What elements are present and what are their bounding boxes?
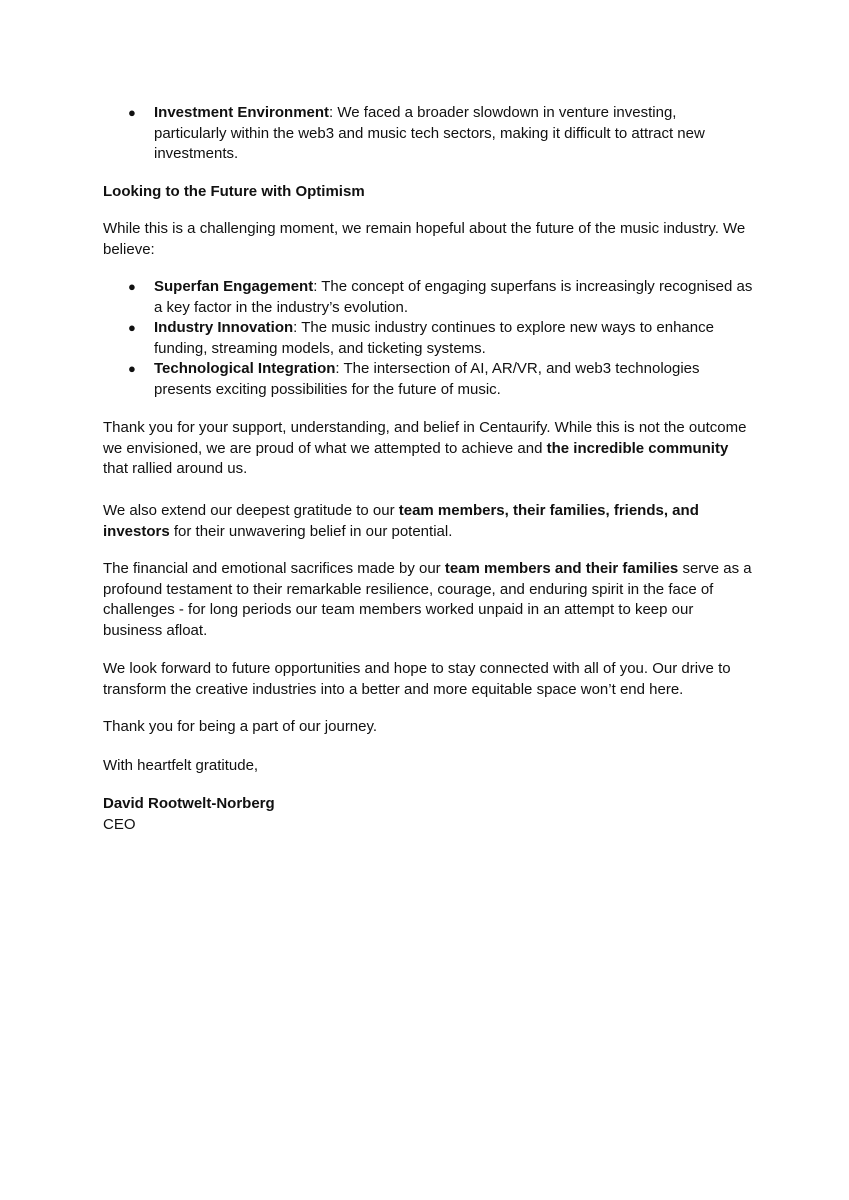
- list-item-term: Industry Innovation: [154, 319, 294, 337]
- list-item: [103, 277, 753, 318]
- gratitude-text-start: We also extend our deepest gratitude to our: [103, 502, 399, 519]
- journey-paragraph: Thank you for being a part of our journey.: [103, 718, 378, 735]
- thanks-text-start: Thank you for your support, understanding, and belief in Centaurify. While this is not the outcome we envisioned, we are proud of what we attempted to achieve and: [103, 419, 747, 457]
- bullet-icon: ●: [128, 105, 136, 120]
- bullet-icon: ●: [128, 320, 136, 336]
- gratitude-paragraph: [103, 501, 753, 542]
- bullet-icon: ●: [128, 361, 136, 377]
- future-list: [103, 277, 753, 401]
- sacrifice-paragraph: [103, 559, 753, 641]
- list-item-text: : The music industry continues to explore new ways to enhance funding, streaming models, and ticketing systems.: [154, 319, 714, 357]
- signature-title: CEO: [103, 816, 136, 833]
- intro-paragraph: While this is a challenging moment, we remain hopeful about the future of the music industry. We believe:: [103, 220, 746, 258]
- thanks-text-bold: the incredible community: [546, 439, 729, 457]
- list-item-term: Technological Integration: [154, 360, 336, 378]
- list-item-text: : We faced a broader slowdown in venture investing, particularly within the web3 and music tech sectors, making it difficult to attract new investments.: [154, 104, 705, 163]
- thanks-text-end: that rallied around us.: [103, 460, 248, 478]
- future-paragraph: We look forward to future opportunities and hope to stay connected with all of you. Our drive to transform the creative industries into a better and more equitable space won’t end here.: [103, 660, 731, 698]
- gratitude-text-bold: team members, their families, friends, and investors: [103, 502, 699, 540]
- sacrifice-text-start: The financial and emotional sacrifices made by our: [103, 560, 445, 577]
- list-item: [103, 103, 753, 165]
- list-item-term: Investment Environment: [154, 104, 330, 121]
- sacrifice-text-bold: team members and their families: [444, 560, 679, 577]
- sacrifice-text-end: serve as a profound testament to their remarkable resilience, courage, and enduring spirit in the face of challenges - for long periods our team members worked unpaid in an attempt to keep our business afloat.: [103, 560, 752, 639]
- thanks-paragraph: [103, 418, 753, 480]
- bullet-icon: ●: [128, 279, 136, 294]
- gratitude-text-end: for their unwavering belief in our potential.: [169, 522, 453, 540]
- list-item: [103, 318, 753, 359]
- closing-line: With heartfelt gratitude,: [103, 757, 259, 774]
- list-item-term: Superfan Engagement: [154, 278, 314, 295]
- section-heading: Looking to the Future with Optimism: [103, 183, 365, 200]
- signature-name: David Rootwelt-Norberg: [103, 795, 275, 812]
- list-item-text: : The intersection of AI, AR/VR, and web3 technologies presents exciting possibilities for the future of music.: [154, 360, 700, 398]
- challenges-list: [103, 103, 753, 165]
- list-item-text: : The concept of engaging superfans is increasingly recognised as a key factor in the industry’s evolution.: [154, 278, 753, 316]
- list-item: [103, 359, 753, 400]
